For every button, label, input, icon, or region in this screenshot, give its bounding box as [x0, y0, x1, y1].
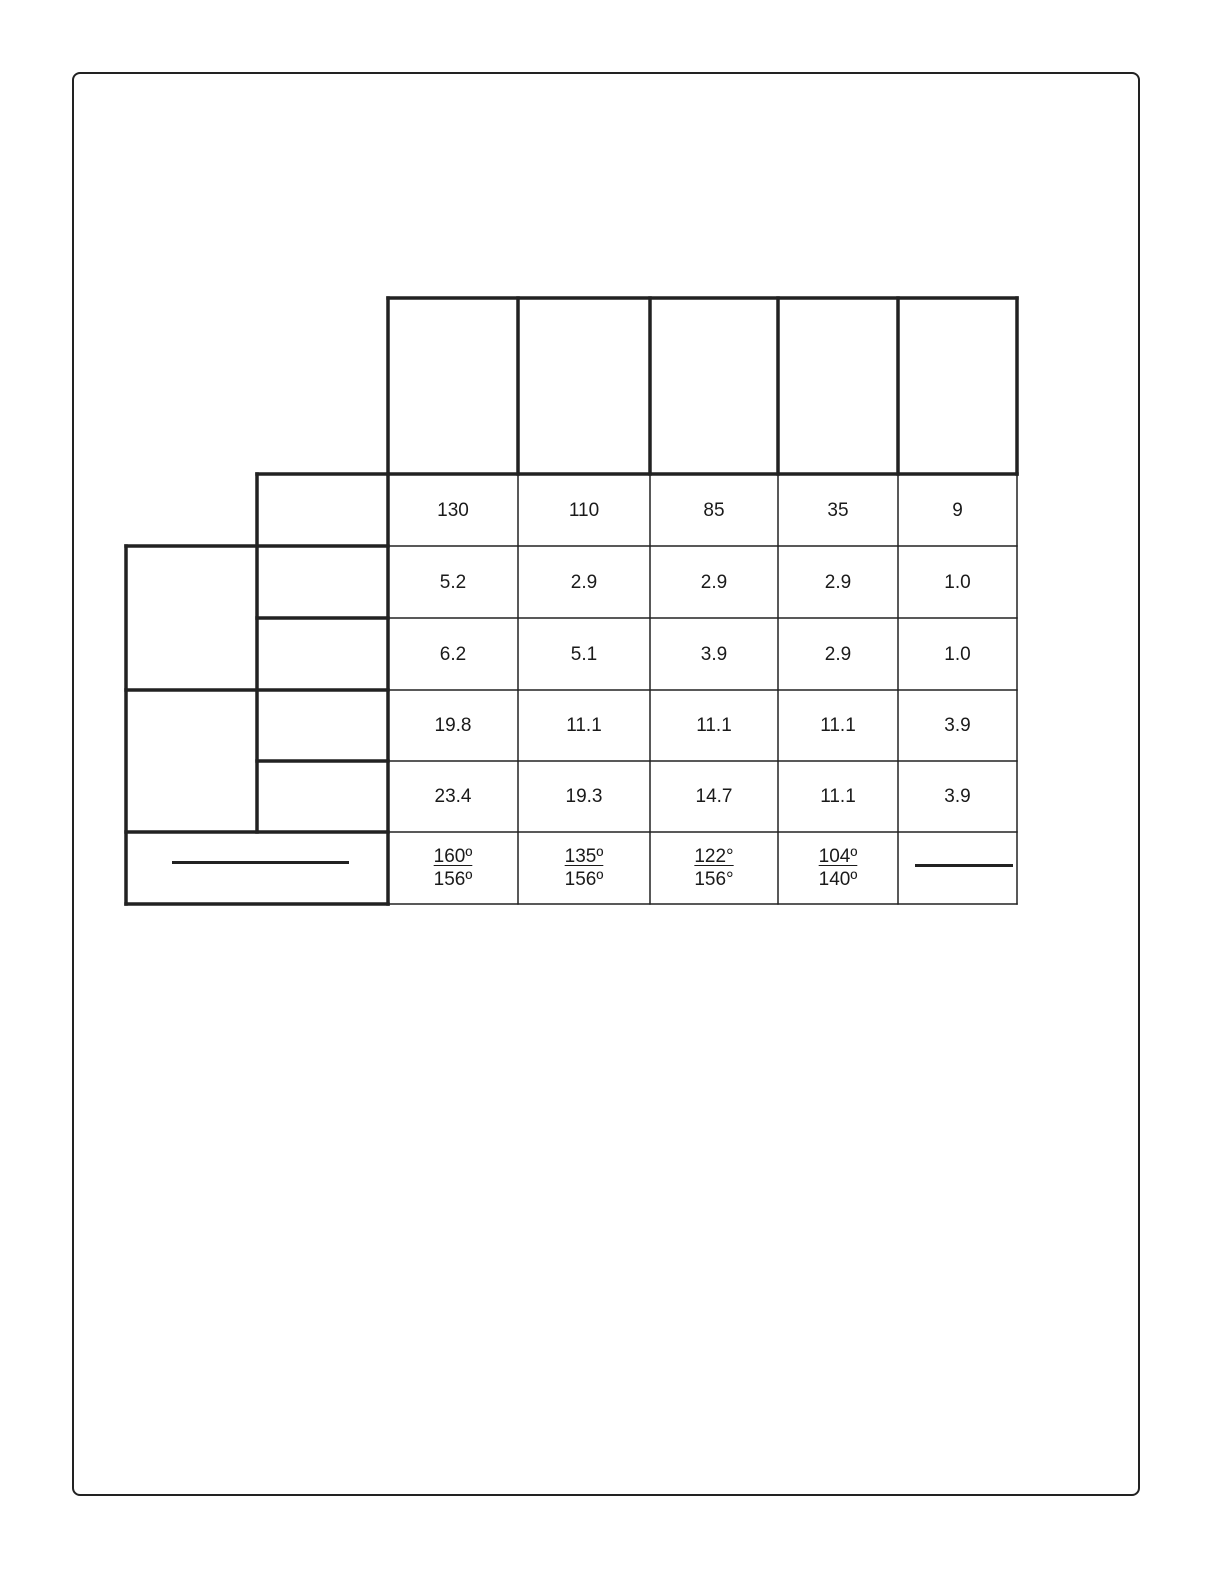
angle-top: 122° — [694, 846, 734, 867]
table-cell: 1.0 — [944, 643, 971, 665]
table-cell: 19.8 — [434, 715, 472, 736]
table-cell: 3.9 — [944, 786, 971, 807]
header-cell-1 — [388, 298, 518, 474]
header-cell-3 — [650, 298, 778, 474]
table-cell: 2.9 — [700, 571, 728, 593]
angle-top: 135º — [564, 846, 604, 867]
table-cell: 9 — [952, 499, 963, 521]
table-cell: 5.2 — [439, 571, 467, 593]
angle-bottom: 156° — [694, 869, 734, 890]
header-cell-5 — [898, 298, 1017, 474]
angle-bottom: 156º — [433, 869, 473, 890]
table-cell: 1.0 — [944, 571, 971, 593]
header-cell-4 — [778, 298, 898, 474]
angle-top: 160º — [433, 846, 473, 867]
table-cell: 11.1 — [820, 715, 856, 736]
table-cell: 2.9 — [824, 643, 852, 665]
angle-label-dash — [172, 861, 349, 864]
angle-empty-dash — [915, 864, 1013, 867]
table-cell: 3.9 — [700, 643, 728, 665]
table-cell: 2.9 — [570, 571, 598, 593]
table-cell: 14.7 — [695, 786, 733, 807]
table-cell: 5.1 — [570, 643, 598, 665]
table-cell: 11.1 — [820, 786, 856, 807]
angle-bottom: 140º — [818, 869, 858, 890]
table-cell: 11.1 — [696, 715, 732, 736]
table-cell: 130 — [437, 499, 469, 521]
table-cell: 6.2 — [439, 643, 467, 665]
table-cell: 85 — [703, 499, 725, 521]
table-cell: 2.9 — [824, 571, 852, 593]
table-cell: 23.4 — [434, 786, 472, 807]
angle-cell — [518, 832, 650, 904]
angle-top: 104º — [818, 846, 858, 867]
angle-cell — [778, 832, 898, 904]
angle-cell — [388, 832, 518, 904]
table-cell: 3.9 — [944, 715, 971, 736]
header-cell-2 — [518, 298, 650, 474]
table-cell: 35 — [827, 499, 849, 521]
table-cell: 19.3 — [565, 786, 603, 807]
angle-cell — [650, 832, 778, 904]
table-cell: 110 — [568, 499, 600, 521]
table-cell: 11.1 — [566, 715, 602, 736]
angle-bottom: 156º — [564, 869, 604, 890]
